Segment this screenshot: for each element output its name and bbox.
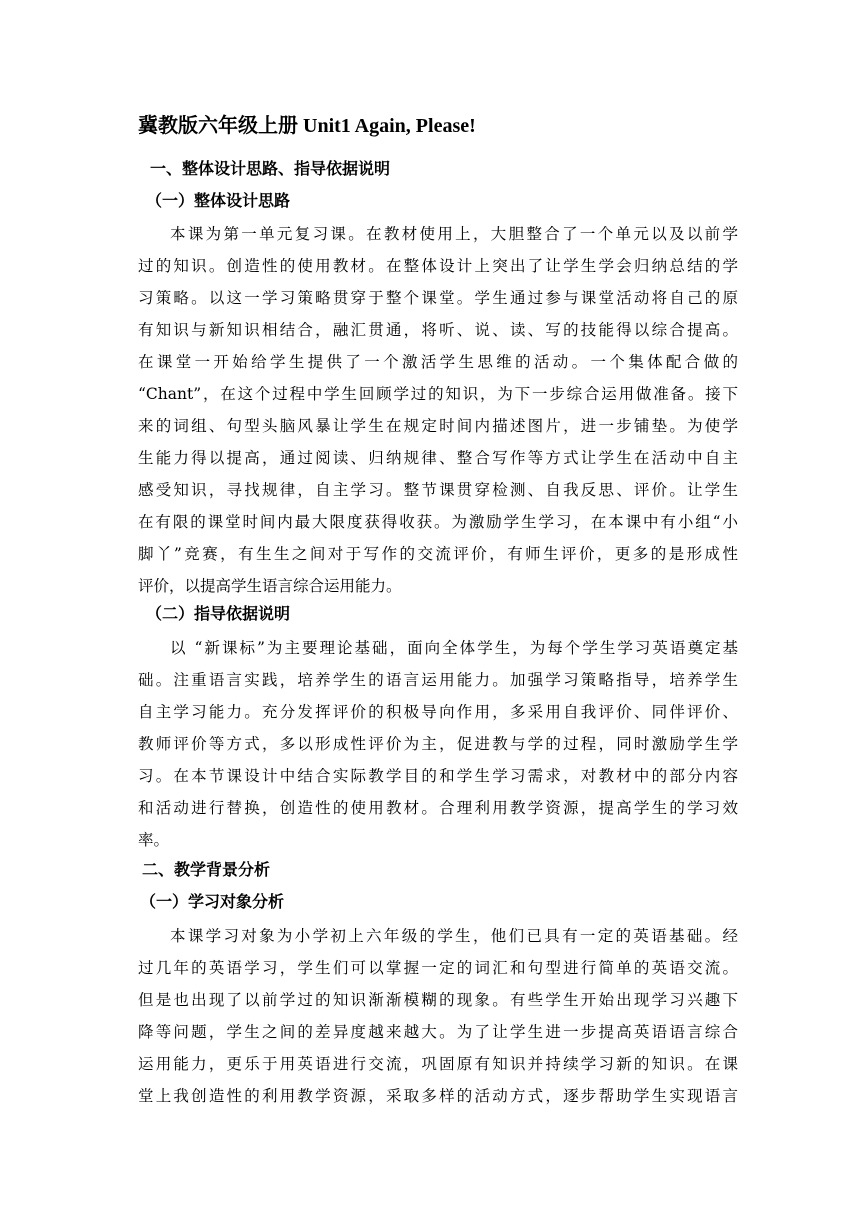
text-line: 础。注重语言实践，培养学生的语言运用能力。加强学习策略指导，培养学生 xyxy=(138,671,738,689)
text-line: 本课学习对象为小学初上六年级的学生，他们已具有一定的英语基础。经 xyxy=(170,927,738,945)
text-line: 在课堂一开始给学生提供了一个激活学生思维的活动。一个集体配合做的 xyxy=(138,353,738,371)
text-line: 感受知识，寻找规律，自主学习。整节课贯穿检测、自我反思、评价。让学生 xyxy=(138,481,738,499)
subsection-heading-1-2: （二）指导依据说明 xyxy=(146,604,291,623)
paragraph-design-idea xyxy=(138,218,738,602)
text-line: 习策略。以这一学习策略贯穿于整个课堂。学生通过参与课堂活动将自己的原 xyxy=(138,289,738,307)
section-heading-2: 二、教学背景分析 xyxy=(142,860,271,879)
text-line: “Chant”，在这个过程中学生回顾学过的知识，为下一步综合运用做准备。接下 xyxy=(138,385,738,403)
text-line: 生能力得以提高，通过阅读、归纳规律、整合写作等方式让学生在活动中自主 xyxy=(138,449,738,467)
text-line: 习。在本节课设计中结合实际教学目的和学生学习需求，对教材中的部分内容 xyxy=(138,767,738,785)
text-line: 以 “新课标”为主要理论基础，面向全体学生，为每个学生学习英语奠定基 xyxy=(170,639,738,657)
text-line: 率。 xyxy=(138,831,170,849)
document-title: 冀教版六年级上册 Unit1 Again, Please! xyxy=(138,115,476,137)
text-line: 过几年的英语学习，学生们可以掌握一定的词汇和句型进行简单的英语交流。 xyxy=(138,959,738,977)
text-line: 但是也出现了以前学过的知识渐渐模糊的现象。有些学生开始出现学习兴趣下 xyxy=(138,991,738,1009)
text-line: 有知识与新知识相结合，融汇贯通，将听、说、读、写的技能得以综合提高。 xyxy=(138,321,738,339)
text-line: 过的知识。创造性的使用教材。在整体设计上突出了让学生学会归纳总结的学 xyxy=(138,257,738,275)
paragraph-learner-analysis xyxy=(138,920,738,1112)
text-line: 和活动进行替换，创造性的使用教材。合理利用教学资源，提高学生的学习效 xyxy=(138,799,738,817)
text-line: 在有限的课堂时间内最大限度获得收获。为激励学生学习，在本课中有小组“小 xyxy=(138,513,738,531)
text-line: 评价，以提高学生语言综合运用能力。 xyxy=(138,577,402,595)
text-line: 降等问题，学生之间的差异度越来越大。为了让学生进一步提高英语语言综合 xyxy=(138,1023,738,1041)
subsection-heading-2-1: （一）学习对象分析 xyxy=(140,892,285,911)
text-line: 运用能力，更乐于用英语进行交流，巩固原有知识并持续学习新的知识。在课 xyxy=(138,1055,738,1073)
text-line: 本课为第一单元复习课。在教材使用上，大胆整合了一个单元以及以前学 xyxy=(170,225,738,243)
section-heading-1: 一、整体设计思路、指导依据说明 xyxy=(150,159,391,178)
text-line: 自主学习能力。充分发挥评价的积极导向作用，多采用自我评价、同伴评价、 xyxy=(138,703,738,721)
subsection-heading-1-1: （一）整体设计思路 xyxy=(146,191,291,210)
text-line: 脚丫”竞赛，有生生之间对于写作的交流评价，有师生评价，更多的是形成性 xyxy=(138,545,738,563)
text-line: 堂上我创造性的利用教学资源，采取多样的活动方式，逐步帮助学生实现语言 xyxy=(138,1087,738,1105)
text-line: 教师评价等方式，多以形成性评价为主，促进教与学的过程，同时激励学生学 xyxy=(138,735,738,753)
paragraph-guidance-basis xyxy=(138,632,738,856)
text-line: 来的词组、句型头脑风暴让学生在规定时间内描述图片，进一步铺垫。为使学 xyxy=(138,417,738,435)
